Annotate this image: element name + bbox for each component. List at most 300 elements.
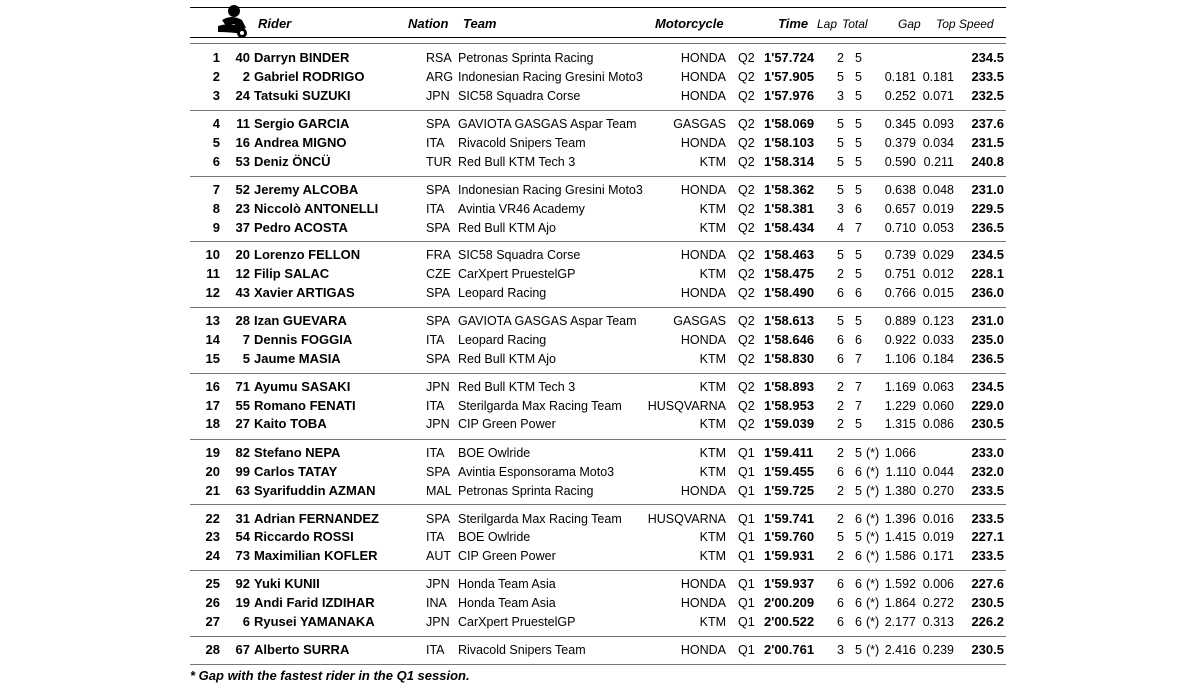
rider-number: 92 xyxy=(235,576,250,591)
gap-previous: 0.063 xyxy=(922,380,954,394)
nation: ITA xyxy=(426,202,445,216)
table-row xyxy=(190,443,1006,461)
q1-gap-marker: (*) xyxy=(866,549,880,563)
gap-previous: 0.211 xyxy=(923,155,954,169)
rider-name: Izan GUEVARA xyxy=(254,313,347,328)
table-row xyxy=(190,218,1006,236)
best-lap: 5 xyxy=(837,530,844,544)
table-row xyxy=(190,283,1006,301)
gap-first: 0.252 xyxy=(884,89,916,103)
rider-name: Maximilian KOFLER xyxy=(254,548,378,563)
gap-first: 1.110 xyxy=(885,465,916,479)
gap-first: 1.380 xyxy=(884,484,916,498)
gap-first: 1.592 xyxy=(884,577,916,591)
rider-number: 23 xyxy=(235,201,250,216)
motorcycle: KTM xyxy=(699,380,726,394)
lap-time: 1'58.463 xyxy=(764,247,815,262)
motorcycle: KTM xyxy=(699,267,726,281)
session: Q1 xyxy=(738,643,755,657)
session: Q1 xyxy=(738,465,755,479)
session: Q1 xyxy=(738,549,755,563)
total-laps: 5 xyxy=(855,417,862,431)
header-lap: Lap xyxy=(817,17,838,31)
rider-number: 82 xyxy=(235,445,250,460)
best-lap: 2 xyxy=(837,399,844,413)
team: BOE Owlride xyxy=(458,446,531,460)
total-laps: 5 xyxy=(855,136,862,150)
best-lap: 6 xyxy=(837,596,844,610)
total-laps: 6 xyxy=(855,465,862,479)
rider-number: 71 xyxy=(235,379,250,394)
rider-name: Syarifuddin AZMAN xyxy=(254,483,376,498)
gap-previous: 0.272 xyxy=(922,596,954,610)
rider-number: 73 xyxy=(235,548,250,563)
best-lap: 6 xyxy=(837,333,844,347)
best-lap: 6 xyxy=(837,465,844,479)
table-row xyxy=(190,264,1006,282)
gap-first: 2.416 xyxy=(884,643,916,657)
header-top-speed: Top Speed xyxy=(936,17,994,31)
rider-name: Adrian FERNANDEZ xyxy=(254,511,379,526)
motorcycle: HONDA xyxy=(680,136,726,150)
lap-time: 1'59.455 xyxy=(764,464,815,479)
rider-number: 20 xyxy=(235,247,250,262)
lap-time: 1'58.953 xyxy=(764,398,815,413)
total-laps: 5 xyxy=(855,643,862,657)
team: Honda Team Asia xyxy=(458,577,556,591)
top-speed: 231.5 xyxy=(971,135,1004,150)
top-speed: 230.5 xyxy=(971,595,1004,610)
best-lap: 4 xyxy=(837,221,844,235)
team: Sterilgarda Max Racing Team xyxy=(458,399,622,413)
rider-number: 12 xyxy=(235,266,250,281)
best-lap: 5 xyxy=(837,248,844,262)
total-laps: 7 xyxy=(855,221,862,235)
best-lap: 2 xyxy=(837,417,844,431)
motorcycle: KTM xyxy=(699,202,726,216)
top-speed: 232.0 xyxy=(971,464,1004,479)
nation: ITA xyxy=(426,446,445,460)
session: Q1 xyxy=(738,577,755,591)
gap-first: 2.177 xyxy=(884,615,916,629)
gap-previous: 0.123 xyxy=(922,314,954,328)
rider-number: 5 xyxy=(242,351,250,366)
position: 8 xyxy=(212,201,220,216)
session: Q2 xyxy=(738,333,755,347)
rider-number: 16 xyxy=(235,135,250,150)
motorcycle: HONDA xyxy=(680,183,726,197)
nation: ITA xyxy=(426,399,445,413)
position: 20 xyxy=(205,464,220,479)
motorcycle: HONDA xyxy=(680,333,726,347)
team: CIP Green Power xyxy=(458,549,556,563)
table-row xyxy=(190,349,1006,367)
gap-first: 0.590 xyxy=(884,155,916,169)
q1-gap-marker: (*) xyxy=(866,530,880,544)
nation: SPA xyxy=(426,117,451,131)
motorcycle: HONDA xyxy=(680,70,726,84)
top-speed: 236.5 xyxy=(971,351,1004,366)
rider-name: Darryn BINDER xyxy=(254,50,350,65)
best-lap: 6 xyxy=(837,615,844,629)
session: Q2 xyxy=(738,221,755,235)
total-laps: 6 xyxy=(855,577,862,591)
best-lap: 5 xyxy=(837,314,844,328)
position: 25 xyxy=(205,576,220,591)
position: 17 xyxy=(205,398,220,413)
team: Indonesian Racing Gresini Moto3 xyxy=(458,183,643,197)
lap-time: 1'59.039 xyxy=(764,416,815,431)
position: 2 xyxy=(212,69,220,84)
session: Q2 xyxy=(738,117,755,131)
total-laps: 5 xyxy=(855,314,862,328)
position: 10 xyxy=(205,247,220,262)
motorcycle: KTM xyxy=(699,155,726,169)
session: Q2 xyxy=(738,248,755,262)
lap-time: 1'58.434 xyxy=(764,220,815,235)
top-speed: 234.5 xyxy=(971,247,1004,262)
nation: ITA xyxy=(426,333,445,347)
table-row xyxy=(190,330,1006,348)
lap-time: 1'58.490 xyxy=(764,285,815,300)
nation: FRA xyxy=(426,248,451,262)
rider-name: Tatsuki SUZUKI xyxy=(254,88,351,103)
session: Q1 xyxy=(738,596,755,610)
top-speed: 233.5 xyxy=(971,69,1004,84)
nation: ITA xyxy=(426,643,445,657)
nation: INA xyxy=(426,596,447,610)
table-row xyxy=(190,612,1006,630)
top-speed: 227.6 xyxy=(971,576,1004,591)
session: Q2 xyxy=(738,399,755,413)
top-speed: 233.5 xyxy=(971,548,1004,563)
rider-number: 54 xyxy=(235,529,250,544)
total-laps: 6 xyxy=(855,596,862,610)
group-separator xyxy=(190,241,1006,242)
lap-time: 2'00.761 xyxy=(764,642,815,657)
best-lap: 6 xyxy=(837,286,844,300)
table-header xyxy=(190,0,1006,40)
nation: JPN xyxy=(426,615,450,629)
best-lap: 5 xyxy=(837,155,844,169)
gap-first: 0.710 xyxy=(884,221,916,235)
rider-name: Romano FENATI xyxy=(254,398,356,413)
gap-previous: 0.053 xyxy=(922,221,954,235)
total-laps: 7 xyxy=(855,399,862,413)
motorcycle: HUSQVARNA xyxy=(647,512,726,526)
table-row xyxy=(190,180,1006,198)
gap-previous: 0.270 xyxy=(922,484,954,498)
motorcycle: KTM xyxy=(699,417,726,431)
table-row xyxy=(190,133,1006,151)
gap-previous: 0.071 xyxy=(922,89,954,103)
top-speed: 227.1 xyxy=(971,529,1004,544)
rider-number: 40 xyxy=(235,50,250,65)
team: Red Bull KTM Tech 3 xyxy=(458,380,576,394)
motorcycle: KTM xyxy=(699,352,726,366)
rider-number: 99 xyxy=(235,464,250,479)
team: Avintia VR46 Academy xyxy=(458,202,585,216)
gap-first: 0.766 xyxy=(884,286,916,300)
nation: ARG xyxy=(426,70,454,84)
table-row xyxy=(190,67,1006,85)
top-speed: 229.5 xyxy=(971,201,1004,216)
gap-first: 1.415 xyxy=(884,530,916,544)
rider-number: 11 xyxy=(236,116,250,131)
table-row xyxy=(190,311,1006,329)
rider-name: Lorenzo FELLON xyxy=(254,247,361,262)
gap-previous: 0.016 xyxy=(922,512,954,526)
group-separator xyxy=(190,176,1006,177)
total-laps: 5 xyxy=(855,267,862,281)
nation: SPA xyxy=(426,183,451,197)
total-laps: 6 xyxy=(855,333,862,347)
nation: MAL xyxy=(426,484,452,498)
best-lap: 3 xyxy=(837,202,844,216)
rider-number: 43 xyxy=(235,285,250,300)
top-speed: 236.0 xyxy=(971,285,1004,300)
gap-previous: 0.019 xyxy=(922,202,954,216)
rider-name: Carlos TATAY xyxy=(254,464,338,479)
session: Q2 xyxy=(738,136,755,150)
q1-gap-marker: (*) xyxy=(866,465,880,479)
gap-first: 1.396 xyxy=(884,512,916,526)
motorcycle: GASGAS xyxy=(673,117,726,131)
header-bottom-rule xyxy=(190,37,1006,38)
position: 1 xyxy=(212,50,220,65)
session: Q1 xyxy=(738,484,755,498)
nation: TUR xyxy=(426,155,452,169)
team: Petronas Sprinta Racing xyxy=(458,484,594,498)
position: 3 xyxy=(212,88,220,103)
q1-gap-marker: (*) xyxy=(866,596,880,610)
total-laps: 5 xyxy=(855,484,862,498)
session: Q1 xyxy=(738,446,755,460)
nation: SPA xyxy=(426,465,451,479)
rider-name: Alberto SURRA xyxy=(254,642,350,657)
top-speed: 231.0 xyxy=(971,313,1004,328)
table-row xyxy=(190,245,1006,263)
total-laps: 5 xyxy=(855,155,862,169)
rider-number: 2 xyxy=(242,69,250,84)
rider-name: Ayumu SASAKI xyxy=(254,379,351,394)
header-time: Time xyxy=(778,16,809,31)
top-speed: 230.5 xyxy=(971,416,1004,431)
team: CarXpert PruestelGP xyxy=(458,267,576,281)
table-row xyxy=(190,114,1006,132)
group-separator xyxy=(190,504,1006,505)
motorcycle: KTM xyxy=(699,221,726,235)
motorcycle: KTM xyxy=(699,615,726,629)
rider-number: 27 xyxy=(235,416,250,431)
top-speed: 230.5 xyxy=(971,642,1004,657)
top-speed: 234.5 xyxy=(971,50,1004,65)
best-lap: 6 xyxy=(837,577,844,591)
top-speed: 233.5 xyxy=(971,483,1004,498)
nation: RSA xyxy=(426,51,452,65)
rider-name: Pedro ACOSTA xyxy=(254,220,348,235)
team: Rivacold Snipers Team xyxy=(458,643,586,657)
best-lap: 5 xyxy=(837,117,844,131)
rider-name: Yuki KUNII xyxy=(254,576,320,591)
group-separator xyxy=(190,636,1006,637)
table-row xyxy=(190,546,1006,564)
nation: SPA xyxy=(426,352,451,366)
gap-previous: 0.313 xyxy=(922,615,954,629)
group-separator xyxy=(190,570,1006,571)
total-laps: 6 xyxy=(855,549,862,563)
rider-number: 52 xyxy=(235,182,250,197)
motorcycle: HONDA xyxy=(680,89,726,103)
team: CarXpert PruestelGP xyxy=(458,615,576,629)
gap-previous: 0.181 xyxy=(922,70,954,84)
header-top-rule xyxy=(190,7,1006,8)
lap-time: 1'58.381 xyxy=(764,201,815,216)
team: SIC58 Squadra Corse xyxy=(458,89,581,103)
motorcycle: KTM xyxy=(699,549,726,563)
team: GAVIOTA GASGAS Aspar Team xyxy=(458,314,637,328)
team: Sterilgarda Max Racing Team xyxy=(458,512,622,526)
motorcycle: HONDA xyxy=(680,596,726,610)
session: Q1 xyxy=(738,512,755,526)
total-laps: 5 xyxy=(855,117,862,131)
nation: AUT xyxy=(426,549,451,563)
lap-time: 1'57.724 xyxy=(764,50,815,65)
team: Red Bull KTM Tech 3 xyxy=(458,155,576,169)
nation: SPA xyxy=(426,512,451,526)
position: 16 xyxy=(205,379,220,394)
gap-first: 0.181 xyxy=(884,70,916,84)
header-motorcycle: Motorcycle xyxy=(655,16,724,31)
total-laps: 5 xyxy=(855,248,862,262)
table-row xyxy=(190,462,1006,480)
table-row xyxy=(190,574,1006,592)
best-lap: 2 xyxy=(837,484,844,498)
lap-time: 1'57.976 xyxy=(764,88,815,103)
session: Q1 xyxy=(738,530,755,544)
gap-previous: 0.012 xyxy=(922,267,954,281)
top-speed: 228.1 xyxy=(971,266,1004,281)
top-speed: 240.8 xyxy=(971,154,1004,169)
lap-time: 1'58.069 xyxy=(764,116,815,131)
session: Q2 xyxy=(738,155,755,169)
position: 19 xyxy=(205,445,220,460)
gap-first: 1.315 xyxy=(884,417,916,431)
q1-gap-marker: (*) xyxy=(866,615,880,629)
lap-time: 1'58.893 xyxy=(764,379,815,394)
gap-first: 0.379 xyxy=(884,136,916,150)
gap-previous: 0.044 xyxy=(922,465,954,479)
rider-number: 55 xyxy=(235,398,250,413)
nation: SPA xyxy=(426,221,451,235)
top-speed: 235.0 xyxy=(971,332,1004,347)
nation: SPA xyxy=(426,314,451,328)
rider-name: Filip SALAC xyxy=(254,266,330,281)
q1-gap-marker: (*) xyxy=(866,512,880,526)
team: Leopard Racing xyxy=(458,333,547,347)
position: 7 xyxy=(212,182,220,197)
gap-first: 0.922 xyxy=(884,333,916,347)
gap-first: 0.345 xyxy=(884,117,916,131)
table-row xyxy=(190,414,1006,432)
motorcycle: HONDA xyxy=(680,286,726,300)
position: 18 xyxy=(205,416,220,431)
position: 24 xyxy=(205,548,220,563)
total-laps: 5 xyxy=(855,183,862,197)
position: 13 xyxy=(205,313,220,328)
table-row xyxy=(190,481,1006,499)
team: Rivacold Snipers Team xyxy=(458,136,586,150)
total-laps: 5 xyxy=(855,51,862,65)
top-speed: 233.5 xyxy=(971,511,1004,526)
gap-first: 1.864 xyxy=(884,596,916,610)
nation: JPN xyxy=(426,577,450,591)
position: 14 xyxy=(205,332,220,347)
total-laps: 6 xyxy=(855,286,862,300)
session: Q2 xyxy=(738,314,755,328)
team: Leopard Racing xyxy=(458,286,547,300)
table-row xyxy=(190,593,1006,611)
best-lap: 6 xyxy=(837,352,844,366)
header-rider: Rider xyxy=(258,16,292,31)
table-row xyxy=(190,527,1006,545)
session: Q2 xyxy=(738,286,755,300)
nation: ITA xyxy=(426,530,445,544)
top-speed: 232.5 xyxy=(971,88,1004,103)
group-separator xyxy=(190,307,1006,308)
total-laps: 7 xyxy=(855,380,862,394)
gap-previous: 0.033 xyxy=(922,333,954,347)
gap-previous: 0.060 xyxy=(922,399,954,413)
rider-number: 6 xyxy=(242,614,250,629)
nation: CZE xyxy=(426,267,451,281)
position: 26 xyxy=(205,595,220,610)
best-lap: 5 xyxy=(837,183,844,197)
lap-time: 1'58.475 xyxy=(764,266,815,281)
header-team: Team xyxy=(463,16,497,31)
session: Q2 xyxy=(738,70,755,84)
rider-name: Deniz ÖNCÜ xyxy=(254,154,331,169)
team: SIC58 Squadra Corse xyxy=(458,248,581,262)
results-sheet xyxy=(190,0,1006,690)
gap-previous: 0.034 xyxy=(922,136,954,150)
total-laps: 5 xyxy=(855,446,862,460)
team: Indonesian Racing Gresini Moto3 xyxy=(458,70,643,84)
team: Honda Team Asia xyxy=(458,596,556,610)
rider-name: Kaito TOBA xyxy=(254,416,327,431)
gap-previous: 0.184 xyxy=(922,352,954,366)
motorcycle: KTM xyxy=(699,530,726,544)
motorcycle: HONDA xyxy=(680,51,726,65)
gap-first: 0.638 xyxy=(884,183,916,197)
position: 5 xyxy=(212,135,220,150)
total-laps: 6 xyxy=(855,202,862,216)
table-row xyxy=(190,640,1006,658)
best-lap: 2 xyxy=(837,267,844,281)
motorcycle: KTM xyxy=(699,446,726,460)
q1-gap-marker: (*) xyxy=(866,446,880,460)
rider-number: 7 xyxy=(242,332,250,347)
position: 12 xyxy=(205,285,220,300)
total-laps: 5 xyxy=(855,89,862,103)
table-row xyxy=(190,48,1006,66)
rider-name: Niccolò ANTONELLI xyxy=(254,201,379,216)
table-row xyxy=(190,377,1006,395)
position: 28 xyxy=(205,642,220,657)
gap-first: 1.586 xyxy=(884,549,916,563)
team: GAVIOTA GASGAS Aspar Team xyxy=(458,117,637,131)
gap-first: 1.169 xyxy=(884,380,916,394)
